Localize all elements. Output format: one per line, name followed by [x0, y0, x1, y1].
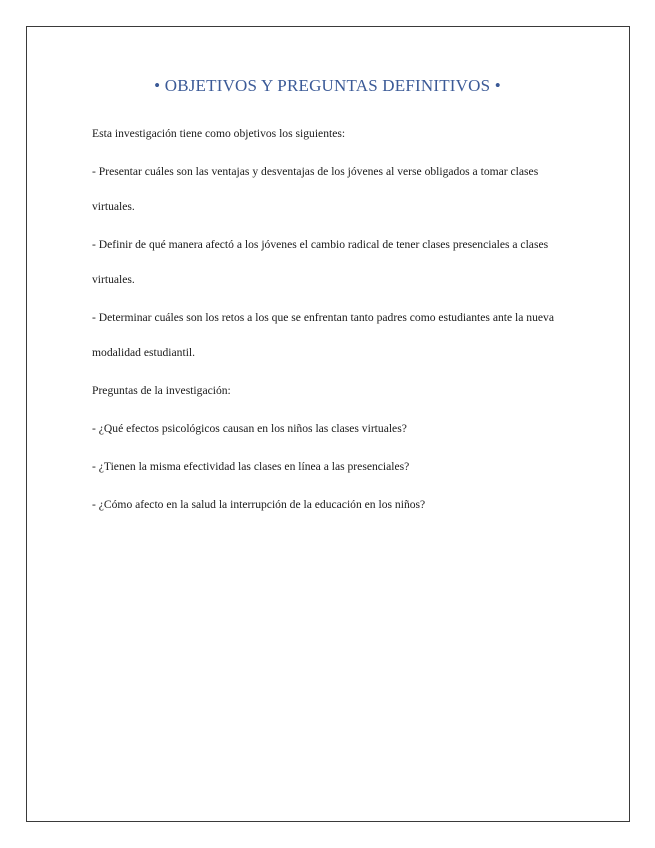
question-item: - ¿Qué efectos psicológicos causan en los niños las clases virtuales? — [92, 422, 407, 435]
page-title: • OBJETIVOS Y PREGUNTAS DEFINITIVOS • — [154, 76, 501, 95]
questions-heading: Preguntas de la investigación: — [92, 384, 231, 397]
objective-item: - Definir de qué manera afectó a los jóvenes el cambio radical de tener clases presenciales a clases virtuales. — [92, 238, 549, 286]
intro-paragraph: Esta investigación tiene como objetivos los siguientes: — [92, 127, 346, 140]
question-item: - ¿Tienen la misma efectividad las clases en línea a las presenciales? — [92, 460, 410, 473]
question-item: - ¿Cómo afecto en la salud la interrupción de la educación en los niños? — [92, 498, 426, 511]
objective-item: - Determinar cuáles son los retos a los que se enfrentan tanto padres como estudiantes ante la nueva modalidad estudiantil. — [92, 311, 554, 359]
objective-item: - Presentar cuáles son las ventajas y desventajas de los jóvenes al verse obligados a tomar clases virtuales. — [92, 165, 539, 213]
document-body — [92, 116, 572, 522]
